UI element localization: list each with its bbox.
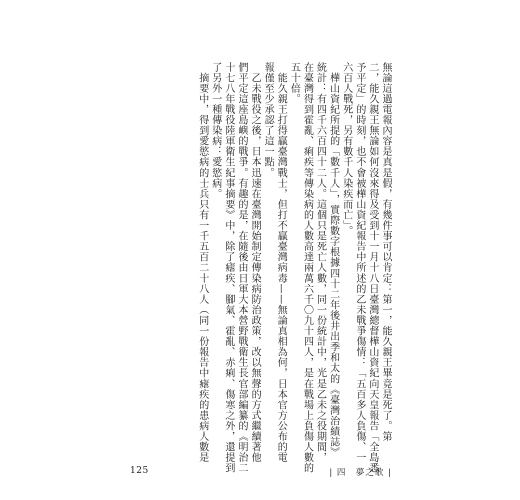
text-column: 在臺灣得到霍亂、痢疾等傳染病的人數高達兩萬六千〇九十四人，是在戰場上負傷人數的 (301, 62, 313, 474)
page-number: 125 (130, 466, 149, 476)
text-column: 予平定」的時刻，也不會被樺山資紀報告中所述的乙未戰爭傷情：「五百多人負傷、一 (353, 62, 365, 463)
text-column: 六百人戰死，另有數千人染疾而亡」。 (340, 62, 352, 237)
text-column: 統計：有四千六百四十二人。這個只是死亡人數，同一份統計中，光是乙未之役期間， (314, 62, 326, 463)
text-column: 摘要中，得到愛慾病的士兵只有一千五百二十八人（同一份報告中瘧疾的患病人數是 (196, 62, 208, 463)
text-column: 無論這過電報內容是真是假，有幾件事可以肯定：第一，能久親王畢竟是死了。第 (380, 62, 391, 442)
text-column: 報僅至少承認了這一點。 (262, 62, 274, 179)
text-column: 能久親王打得贏臺灣戰士，但打不贏臺灣病毒——無論真相為何，日本官方公布的電 (275, 62, 287, 463)
text-column: 五十倍。 (288, 62, 300, 105)
text-column: 十七八年戰役陸軍衛生紀事摘要》中，除了瘧疾、腳氣、霍亂、赤痢、傷寒之外，還提到 (222, 62, 234, 474)
running-head: | 四 夢之歌 | (329, 468, 392, 478)
text-column: 二，能久親王無論如何沒來得及受到十一月十八日臺灣總督樺山資紀向天皇報告「全島悉 (366, 62, 378, 474)
text-column: 乙未戰役之後，日本迅速在臺灣開始制定傳染病防治政策，改以無聲的方式繼續著他 (249, 62, 261, 463)
text-column: 了另外一種傳染病：愛慾病。 (209, 62, 221, 200)
text-column: 們平定這座島嶼的戰爭。有趣的是，在隨後由日軍大本營野戰衛生長官部編纂的《明治二 (235, 62, 247, 474)
text-column: 樺山資紀所提的「數千人」，實際數字根據四十二年後井出季和太的《臺灣治績誌》 (327, 62, 339, 458)
